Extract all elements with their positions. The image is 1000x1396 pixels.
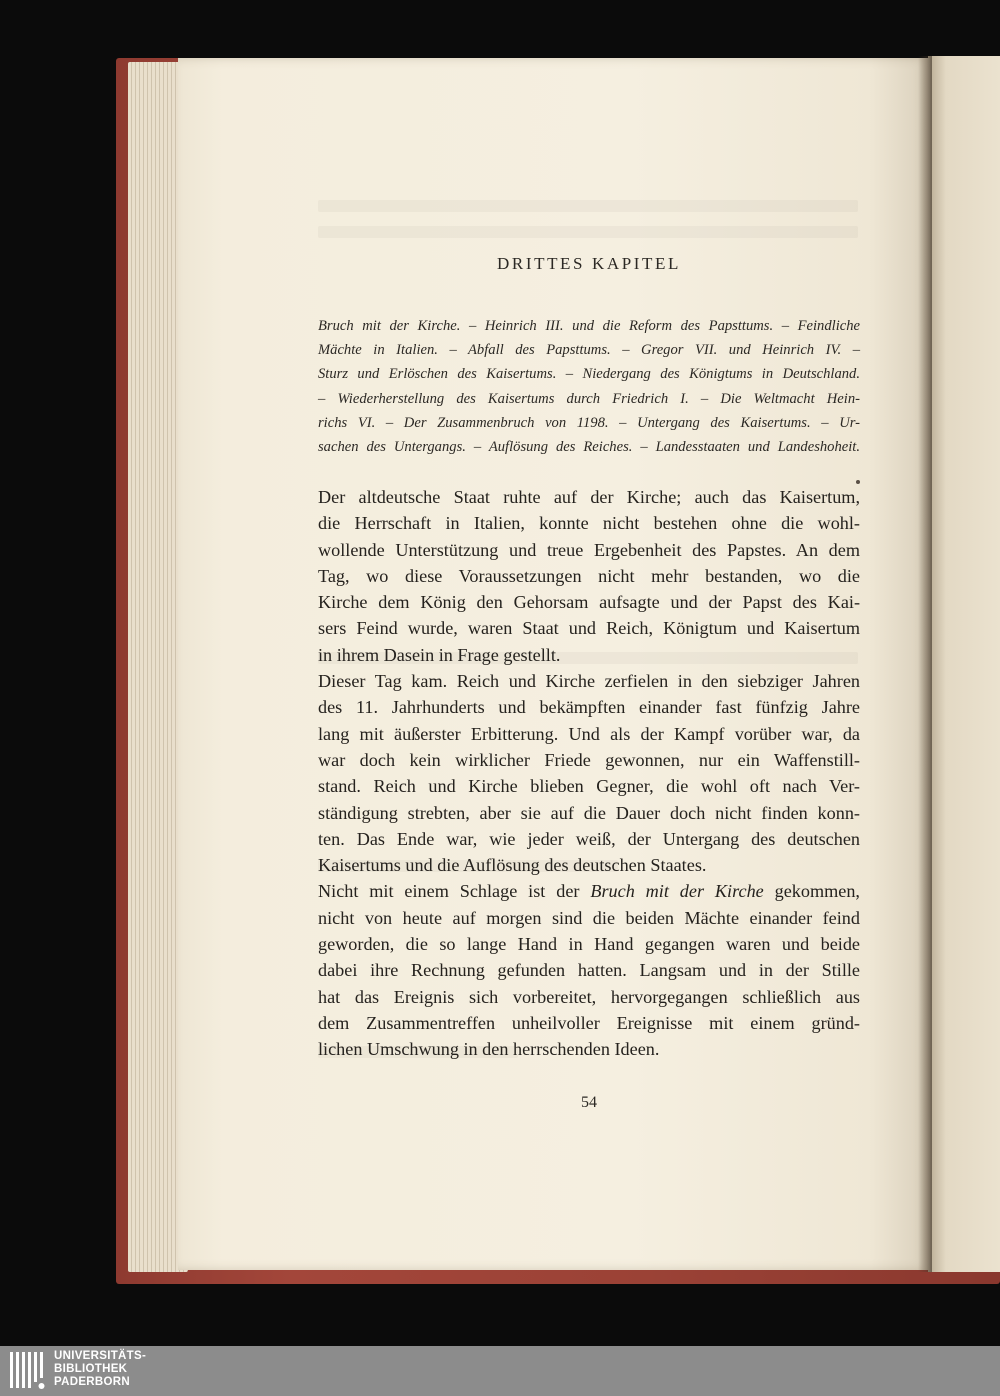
chapter-summary	[318, 314, 860, 459]
body-line: des 11. Jahrhunderts und bekämpften einander fast fünfzig Jahre	[318, 697, 860, 718]
body-text	[318, 484, 860, 1063]
body-line: stand. Reich und Kirche blieben Gegner, die wohl oft nach Ver-	[318, 776, 860, 797]
body-line: ständigung strebten, aber sie auf die Dauer doch nicht finden konn-	[318, 802, 860, 823]
show-through-line	[318, 226, 858, 238]
summary-line: richs VI. – Der Zusammenbruch von 1198. – Untergang des Kaisertums. – Ur-	[318, 414, 860, 431]
chapter-heading: DRITTES KAPITEL	[497, 254, 681, 273]
body-line: war doch kein wirklicher Friede gewonnen, nur ein Waffenstill-	[318, 749, 860, 770]
summary-line: Sturz und Erlöschen des Kaisertums. – Niedergang des Königtums in Deutschland.	[318, 366, 860, 383]
body-line: Kirche dem König den Gehorsam aufsagte und der Papst des Kai-	[318, 592, 860, 613]
body-line: Tag, wo diese Voraussetzungen nicht mehr bestanden, wo die	[318, 565, 860, 586]
emphasized-phrase: Bruch mit der Kirche	[590, 881, 764, 902]
page-gutter	[918, 56, 932, 1272]
body-line: hat das Ereignis sich vorbereitet, hervorgegangen schließlich aus	[318, 986, 860, 1007]
body-line: Dieser Tag kam. Reich und Kirche zerfielen in den siebziger Jahren	[318, 671, 860, 692]
body-line: lichen Umschwung in den herrschenden Ideen.	[318, 1039, 660, 1060]
page-number: 54	[581, 1094, 597, 1111]
library-logo-icon	[8, 1350, 46, 1392]
body-line: wollende Unterstützung und treue Ergebenheit des Papstes. An dem	[318, 539, 860, 560]
library-logo-line: BIBLIOTHEK	[54, 1363, 128, 1375]
body-line-start: Nicht mit einem Schlage ist der	[318, 881, 591, 902]
summary-line: sachen des Untergangs. – Auflösung des Reiches. – Landesstaaten und Landeshoheit.	[318, 438, 860, 455]
body-line: sers Feind wurde, waren Staat und Reich, Königtum und Kaisertum	[318, 618, 860, 639]
facing-page	[928, 56, 1000, 1272]
body-line: geworden, die so lange Hand in Hand gegangen waren und beide	[318, 934, 860, 955]
show-through-line	[318, 200, 858, 212]
library-logo-line: PADERBORN	[54, 1376, 130, 1388]
summary-line: Bruch mit der Kirche. – Heinrich III. und die Reform des Papsttums. – Feindliche	[318, 318, 860, 334]
summary-line: – Wiederherstellung des Kaisertums durch Friedrich I. – Die Weltmacht Hein-	[318, 390, 860, 407]
body-line: in ihrem Dasein in Frage gestellt.	[318, 644, 561, 665]
body-line: dem Zusammentreffen unheilvoller Ereignisse mit einem gründ-	[318, 1012, 860, 1033]
library-logo-line: UNIVERSITÄTS-	[54, 1350, 147, 1362]
body-line-end: gekommen,	[763, 881, 860, 902]
library-footer-bar	[0, 1346, 1000, 1396]
body-line: nicht von heute auf morgen sind die beiden Mächte einander feind	[318, 907, 860, 928]
body-line	[318, 878, 860, 904]
body-line: ten. Das Ende war, wie jeder weiß, der Untergang des deutschen	[318, 828, 860, 849]
library-logo-text	[54, 1350, 146, 1389]
body-line: Der altdeutsche Staat ruhte auf der Kirche; auch das Kaisertum,	[318, 487, 860, 507]
summary-line: Mächte in Italien. – Abfall des Papsttums. – Gregor VII. und Heinrich IV. –	[318, 342, 860, 359]
body-line: Kaisertums und die Auflösung des deutschen Staates.	[318, 855, 707, 876]
body-line: dabei ihre Rechnung gefunden hatten. Langsam und in der Stille	[318, 960, 860, 981]
body-line: die Herrschaft in Italien, konnte nicht bestehen ohne die wohl-	[318, 513, 860, 534]
body-line: lang mit äußerster Erbitterung. Und als der Kampf vorüber war, da	[318, 723, 860, 744]
